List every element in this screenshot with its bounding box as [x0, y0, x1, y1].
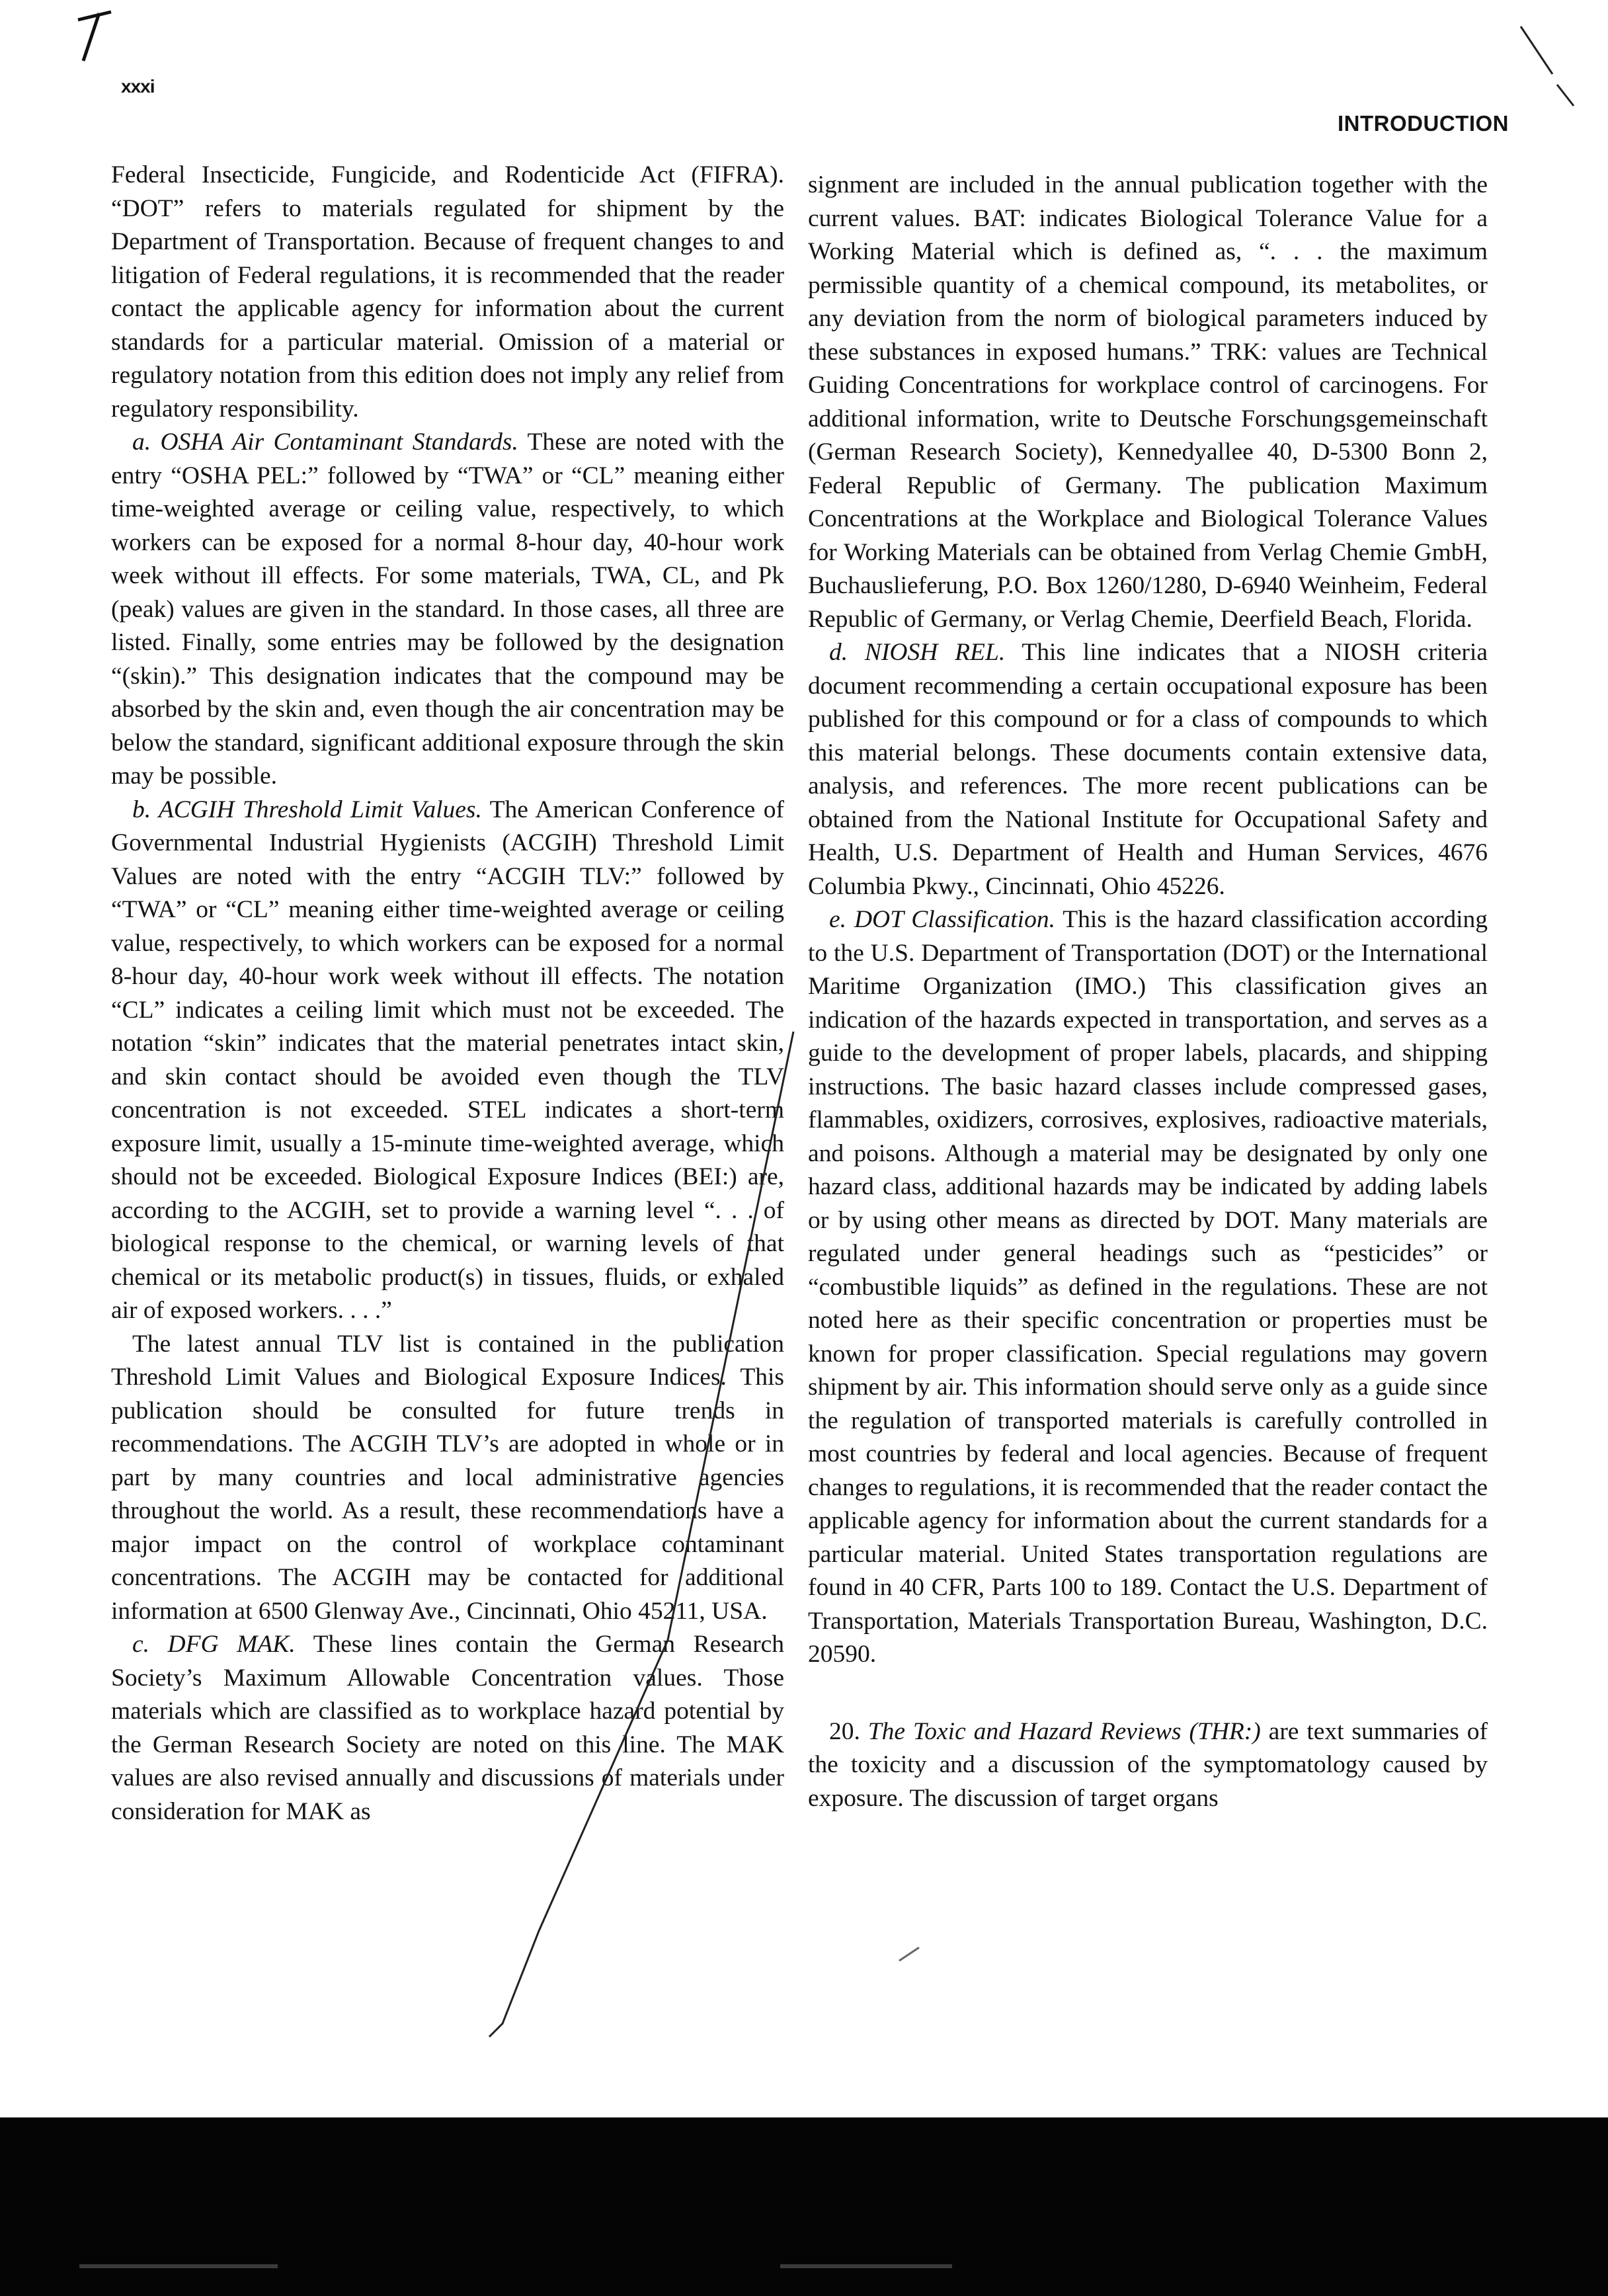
scan-smear — [79, 2264, 278, 2268]
scan-bottom-band — [0, 2117, 1608, 2296]
pen-stroke-diagonal — [489, 1032, 793, 2037]
section-heading: c. DFG MAK. — [132, 1631, 296, 1658]
running-head: INTRODUCTION — [1338, 111, 1509, 136]
item-number: 20. — [829, 1717, 868, 1745]
scan-smear — [780, 2264, 952, 2268]
page-number: xxxi — [121, 76, 155, 97]
section-heading: The Toxic and Hazard Reviews (THR:) — [867, 1717, 1261, 1745]
paragraph-text: The American Conference of Governmental Industrial Hygienists (ACGIH) Threshold Limit Values are noted with the entry “ACGIH TLV:” followed by “TWA” or “CL” meaning either time-weighted average or ceiling value, respectively, to which workers can be exposed for a normal 8-hour day, 40-hour work week without ill effects. The notation “CL” indicates a ceiling limit which must not be exceeded. The notation “skin” indicates that the material penetrates intact skin, and skin contact should be avoided even though the TLV concentration is not exceeded. STEL indicates a short-term exposure limit, usually a 15-minute time-weighted average, which should not be exceeded. Biological Exposure Indices (BEI:) are, according to the ACGIH, set to provide a warning level “. . . of biological response to the chemical, or warning levels of that chemical or its metabolic product(s) in tissues, fluids, or exhaled air of exposed workers. . . .” — [111, 796, 784, 1324]
section-heading: a. OSHA Air Contaminant Standards. — [132, 429, 518, 456]
margin-tick — [899, 1948, 919, 1961]
paragraph-text: These lines contain the German Research Society’s Maximum Allowable Concentration values. Those materials which are classified as to workplace hazard potential by the German Research Society are noted on this line. The MAK values are also revised annually and discussions of materials under consideration for MAK as — [111, 1631, 784, 1825]
section-heading: d. NIOSH REL. — [829, 639, 1006, 666]
section-heading: b. ACGIH Threshold Limit Values. — [132, 796, 482, 823]
corner-mark-top-right — [1521, 26, 1574, 106]
paragraph-text: The latest annual TLV list is contained in the publication Threshold Limit Values and Biological Exposure Indices. This publication should be consulted for future trends in recommendations. The ACGIH TLV’s are adopted in whole or in part by many countries and local administrative agencies throughout the world. As a result, these recommendations have a major impact on the control of workplace contaminant concentrations. The ACGIH may be contacted for additional information at 6500 Glenway Ave., Cincinnati, Ohio 45211, USA. — [111, 1330, 784, 1625]
paragraph-text: are text summaries of the toxicity and a discussion of the symptomatology caused by exposure. The discussion of target organs — [808, 1717, 1488, 1812]
section-heading: e. DOT Classification. — [829, 906, 1055, 933]
paragraph-text: This line indicates that a NIOSH criteria document recommending a certain occupational exposure has been published for this compound or for a class of compounds to which this material belongs. These documents contain extensive data, analysis, and references. The more recent publications can be obtained from the National Institute for Occupational Safety and Health, U.S. Department of Health and Human Services, 4676 Columbia Pkwy., Cincinnati, Ohio 45226. — [808, 639, 1488, 900]
paragraph-text: These are noted with the entry “OSHA PEL:” followed by “TWA” or “CL” meaning either time-weighted average or ceiling value, respectively, to which workers can be exposed for a normal 8-hour day, 40-hour work week without ill effects. For some materials, TWA, CL, and Pk (peak) values are given in the standard. In those cases, all three are listed. Finally, some entries may be followed by the designation “(skin).” This designation indicates that the compound may be absorbed by the skin and, even though the air concentration may be below the standard, significant additional exposure through the skin may be possible. — [111, 429, 785, 790]
paragraph-text: Federal Insecticide, Fungicide, and Rodenticide Act (FIFRA). “DOT” refers to materials regulated for shipment by the Department of Transportation. Because of frequent changes to and litigation of Federal regulations, it is recommended that the reader contact the applicable agency for information about the current standards for a particular material. Omission of a material or regulatory notation from this edition does not imply any relief from regulatory responsibility. — [111, 161, 784, 423]
corner-mark-top-left — [78, 12, 111, 61]
paragraph-text: signment are included in the annual publication together with the current values. BAT: indicates Biological Tolerance Value for a Working Material which is defined as, “. . . the maximum permissible quantity of a chemical compound, its metabolites, or any deviation from the norm of biological parameters induced by these substances in exposed humans.” TRK: values are Technical Guiding Concentrations for workplace control of carcinogens. For additional information, write to Deutsche Forschungsgemeinschaft (German Research Society), Kennedyallee 40, D-5300 Bonn 2, Federal Republic of Germany. The publication Maximum Concentrations at the Workplace and Biological Tolerance Values for Working Materials can be obtained from Verlag Chemie GmbH, Buchauslieferung, P.O. Box 1260/1280, D-6940 Weinheim, Federal Republic of Germany, or Verlag Chemie, Deerfield Beach, Florida. — [808, 171, 1488, 633]
paragraph-text: This is the hazard classification according to the U.S. Department of Transportation (DOT) or the International Maritime Organization (IMO.) This classification gives an indication of the hazards expected in transportation, and serves as a guide to the development of proper labels, placards, and shipping instructions. The basic hazard classes include compressed gases, flammables, oxidizers, corrosives, explosives, radioactive materials, and poisons. Although a material may be designated by only one hazard class, additional hazards may be indicated by adding labels or by using other means as directed by DOT. Many materials are regulated under general headings such as “pesticides” or “combustible liquids” as defined in the regulations. These are not noted here as their specific concentration or properties must be known for proper classification. Special regulations may govern shipment by air. This information should serve only as a guide since the regulation of transported materials is carefully controlled in most countries by federal and local agencies. Because of frequent changes to regulations, it is recommended that the reader contact the applicable agency for information about the current standards for a particular material. United States transportation regulations are found in 40 CFR, Parts 100 to 189. Contact the U.S. Department of Transportation, Materials Transportation Bureau, Washington, D.C. 20590. — [808, 906, 1488, 1668]
